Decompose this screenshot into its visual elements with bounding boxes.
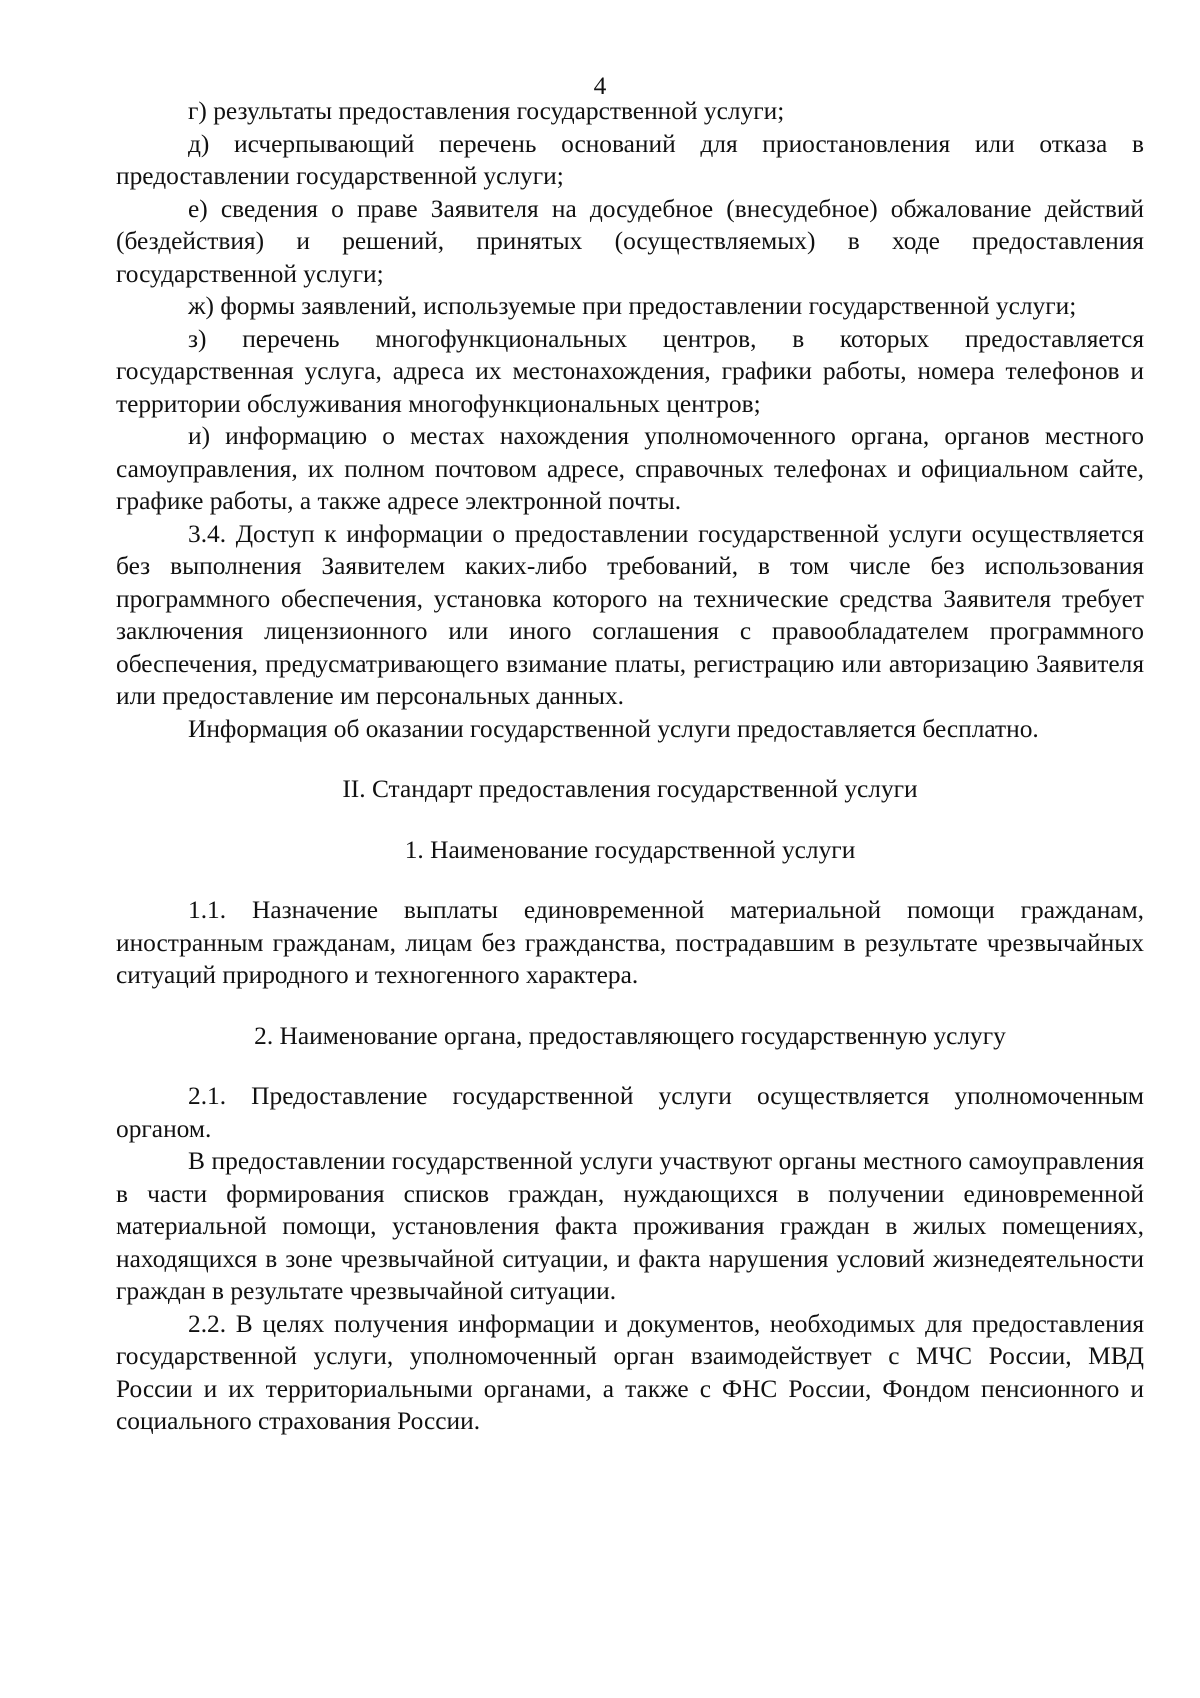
list-item-g: г) результаты предоставления государственной услуги; — [188, 97, 785, 125]
document-body — [116, 95, 1144, 1438]
paragraph-3-4: 3.4. Доступ к информации о предоставлении государственной услуги осуществляется без выполнения Заявителем каких-либо требований, в том числе без использования программного обеспечения, установка которого на технические средства Заявителя требует заключения лицензионного или иного соглашения с правообладателем программного обеспечения, предусматривающего взимание платы, регистрацию или авторизацию Заявителя или предоставление им персональных данных. — [116, 519, 1144, 710]
section-2-title: II. Стандарт предоставления государственной услуги — [342, 775, 918, 803]
paragraph-2-1: 2.1. Предоставление государственной услуги осуществляется уполномоченным органом. — [116, 1082, 1144, 1143]
paragraph-2-2: 2.2. В целях получения информации и документов, необходимых для предоставления государственной услуги, уполномоченный орган взаимодействует с МЧС России, МВД России и их территориальными органами, а также с ФНС России, Фондом пенсионного и социального страхования России. — [116, 1309, 1144, 1435]
paragraph-1-1: 1.1. Назначение выплаты единовременной материальной помощи гражданам, иностранным гражданам, лицам без гражданства, пострадавшим в результате чрезвычайных ситуаций природного и техногенного характера. — [116, 896, 1144, 989]
list-item-d: д) исчерпывающий перечень оснований для приостановления или отказа в предоставлении государственной услуги; — [116, 129, 1144, 190]
list-item-e: е) сведения о праве Заявителя на досудебное (внесудебное) обжалование действий (бездействия) и решений, принятых (осуществляемых) в ходе предоставления государственной услуги; — [116, 194, 1144, 288]
page-number: 4 — [593, 72, 607, 100]
paragraph-free-info: Информация об оказании государственной услуги предоставляется бесплатно. — [188, 714, 1039, 743]
spacer — [116, 992, 1144, 1020]
subsection-2-title: 2. Наименование органа, предоставляющего государственную услугу — [254, 1021, 1006, 1050]
spacer — [116, 866, 1144, 894]
spacer — [116, 745, 1144, 773]
paragraph-2-1-participation: В предоставлении государственной услуги участвуют органы местного самоуправления в части формирования списков граждан, нуждающихся в получении единовременной материальной помощи, установления факта проживания граждан в жилых помещениях, находящихся в зоне чрезвычайной ситуации, и факта нарушения условий жизнедеятельности граждан в результате чрезвычайной ситуации. — [116, 1147, 1144, 1305]
list-item-i: и) информацию о местах нахождения уполномоченного органа, органов местного самоуправления, их полном почтовом адресе, справочных телефонах и официальном сайте, графике работы, а также адресе электронной почты. — [116, 422, 1144, 515]
subsection-1-title: 1. Наименование государственной услуги — [404, 835, 856, 864]
list-item-z: з) перечень многофункциональных центров, в которых предоставляется государственная услуга, адреса их местонахождения, графики работы, номера телефонов и территории обслуживания многофункциональных центров; — [116, 324, 1144, 418]
spacer — [116, 1052, 1144, 1080]
list-item-zh: ж) формы заявлений, используемые при предоставлении государственной услуги; — [188, 292, 1077, 320]
spacer — [116, 806, 1144, 834]
